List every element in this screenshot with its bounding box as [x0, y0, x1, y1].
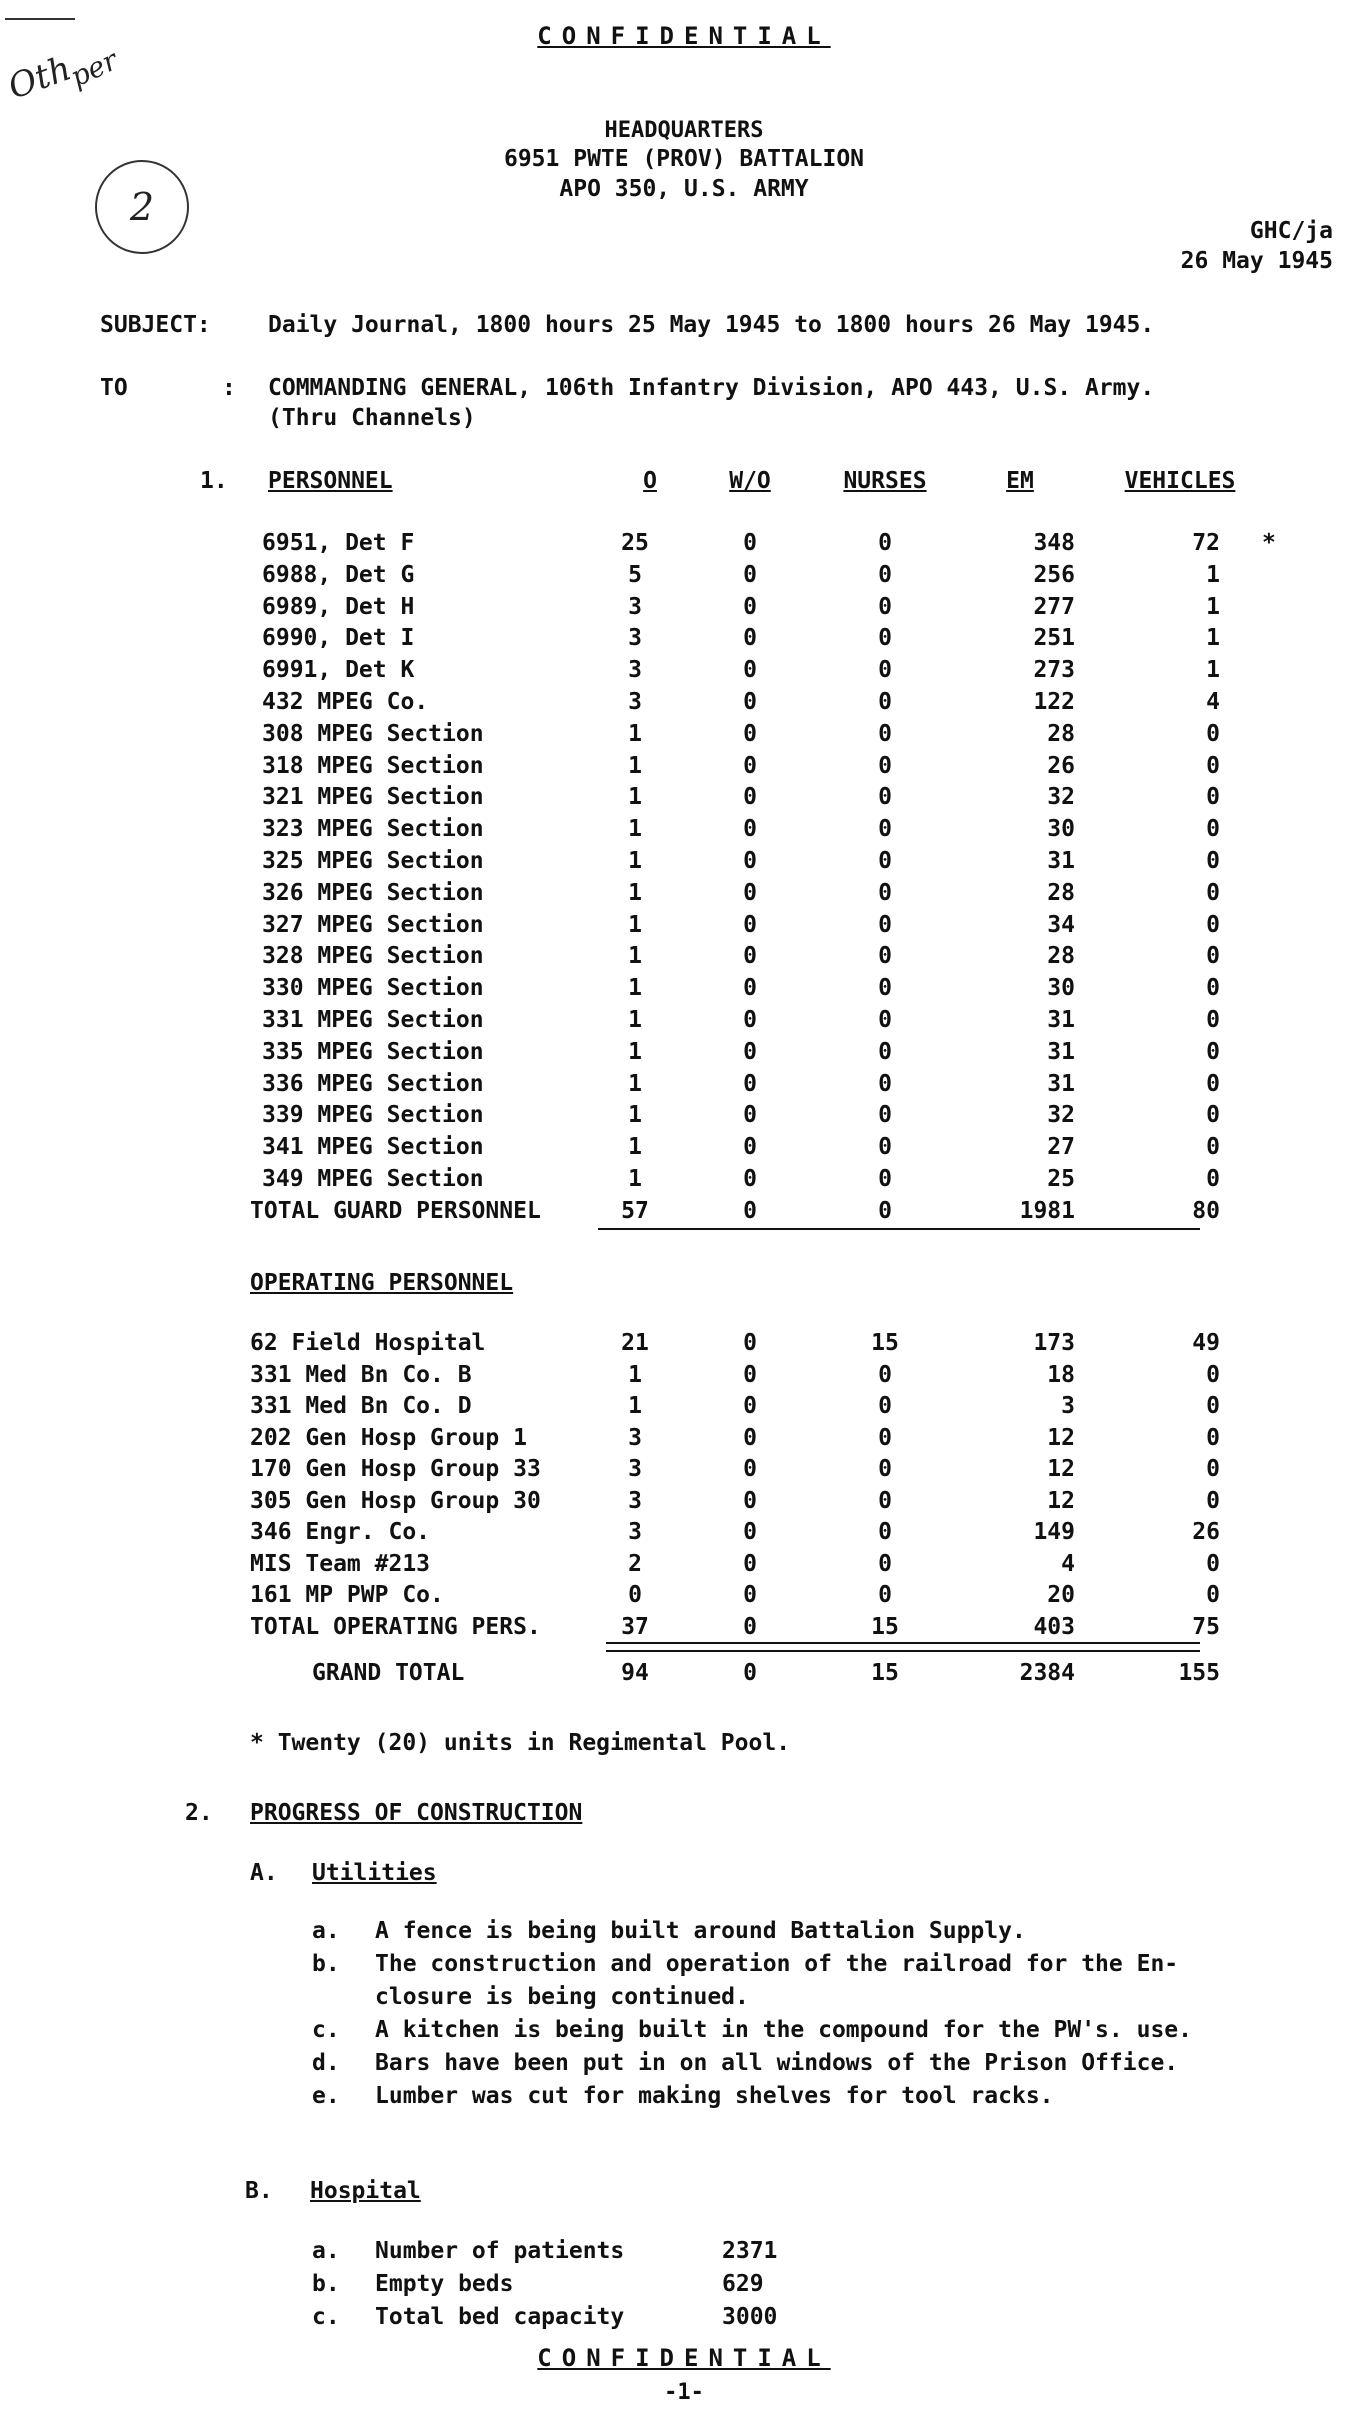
- to-text: COMMANDING GENERAL, 106th Infantry Division, APO 443, U.S. Army.: [268, 375, 1155, 401]
- cell-nurses: 0: [878, 752, 892, 779]
- unit-name: 62 Field Hospital: [250, 1330, 486, 1356]
- list-item: The construction and operation of the railroad for the En-: [375, 1951, 1179, 1977]
- table-row: [0, 912, 1368, 944]
- unit-name: 328 MPEG Section: [262, 943, 484, 970]
- cell-vehicles: 1: [1206, 593, 1220, 620]
- cell-em: 30: [1047, 816, 1075, 843]
- cell-em: 12: [1047, 1456, 1075, 1482]
- header-line-1: HEADQUARTERS: [604, 118, 764, 143]
- page-number: -1-: [664, 2380, 704, 2405]
- cell-nurses: 0: [878, 1070, 892, 1097]
- table-row: [0, 657, 1368, 689]
- cell-o: 1: [628, 975, 642, 1002]
- cell-nurses: 0: [878, 1487, 892, 1514]
- unit-name: 161 MP PWP Co.: [250, 1582, 444, 1608]
- cell-o: 1: [628, 1134, 642, 1161]
- cell-o: 3: [628, 1519, 642, 1545]
- table-row: [0, 530, 1368, 562]
- cell-wo: 0: [743, 943, 757, 970]
- cell-vehicles: 0: [1206, 1166, 1220, 1192]
- list-item-key: b.: [312, 2271, 340, 2297]
- table-row: [0, 1166, 1368, 1198]
- unit-name: 308 MPEG Section: [262, 720, 484, 747]
- cell-em: 31: [1047, 848, 1075, 874]
- cell-wo: 0: [743, 1007, 757, 1033]
- column-header-vehicles: VEHICLES: [1124, 468, 1236, 494]
- header-line-3: APO 350, U.S. ARMY: [559, 176, 809, 202]
- cell-nurses: 0: [878, 720, 892, 747]
- cell-vehicles: 0: [1206, 1361, 1220, 1388]
- unit-name: 202 Gen Hosp Group 1: [250, 1424, 527, 1451]
- cell-o: 57: [621, 1198, 649, 1224]
- cell-em: 2384: [1019, 1660, 1075, 1686]
- table-row: [0, 1007, 1368, 1039]
- cell-em: 1981: [1019, 1198, 1075, 1224]
- cell-wo: 0: [743, 530, 757, 556]
- section-1-title: PERSONNEL: [268, 468, 393, 494]
- table-row: [0, 721, 1368, 753]
- cell-o: 5: [628, 561, 642, 588]
- cell-em: 277: [1033, 593, 1075, 620]
- cell-em: 12: [1047, 1487, 1075, 1514]
- unit-name: 349 MPEG Section: [262, 1166, 484, 1192]
- cell-em: 18: [1047, 1361, 1075, 1388]
- cell-vehicles: 0: [1206, 784, 1220, 811]
- list-item-key: c.: [312, 2304, 340, 2330]
- table-row: [0, 753, 1368, 785]
- cell-em: 27: [1047, 1134, 1075, 1161]
- cell-o: 37: [621, 1614, 649, 1640]
- cell-wo: 0: [743, 911, 757, 938]
- header-line-2: 6951 PWTE (PROV) BATTALION: [503, 146, 865, 172]
- handwritten-note: Oth: [3, 48, 77, 108]
- unit-name: 326 MPEG Section: [262, 879, 484, 906]
- cell-wo: 0: [743, 1393, 757, 1419]
- cell-vehicles: 0: [1206, 911, 1220, 938]
- cell-em: 28: [1047, 943, 1075, 970]
- cell-em: 30: [1047, 975, 1075, 1002]
- cell-nurses: 15: [871, 1660, 899, 1686]
- cell-vehicles: 0: [1206, 1038, 1220, 1065]
- cell-o: 3: [628, 1424, 642, 1451]
- list-item: Number of patients: [375, 2238, 625, 2264]
- list-item-value: 3000: [722, 2304, 778, 2330]
- cell-em: 273: [1033, 657, 1075, 684]
- unit-name: 336 MPEG Section: [262, 1070, 484, 1097]
- cell-wo: 0: [743, 1487, 757, 1514]
- cell-o: 1: [628, 752, 642, 779]
- cell-vehicles: 0: [1206, 1424, 1220, 1451]
- subsection-a-title: Utilities: [312, 1860, 437, 1886]
- cell-wo: 0: [743, 1582, 757, 1608]
- total-rule: [606, 1650, 1200, 1652]
- unit-name: 6991, Det K: [262, 657, 415, 684]
- cell-wo: 0: [743, 1330, 757, 1356]
- to-text-2: (Thru Channels): [268, 405, 476, 431]
- cell-o: 1: [628, 720, 642, 747]
- unit-name: 341 MPEG Section: [262, 1134, 484, 1161]
- cell-o: 21: [621, 1330, 649, 1356]
- unit-name: 331 MPEG Section: [262, 1007, 484, 1033]
- cell-vehicles: 0: [1206, 1393, 1220, 1419]
- cell-vehicles: 0: [1206, 1007, 1220, 1033]
- subsection-b-label: B.: [245, 2178, 273, 2204]
- list-item: Total bed capacity: [375, 2304, 625, 2330]
- vehicle-footnote-asterisk: *: [1262, 530, 1276, 556]
- cell-em: 26: [1047, 752, 1075, 779]
- table-row: [0, 943, 1368, 975]
- table-row: [0, 1519, 1368, 1551]
- table-row: [0, 689, 1368, 721]
- unit-name: 305 Gen Hosp Group 30: [250, 1487, 541, 1514]
- handwritten-circled-number: 2: [95, 160, 189, 254]
- cell-wo: 0: [743, 625, 757, 652]
- column-header-o: O: [643, 468, 657, 494]
- table-row: [0, 975, 1368, 1007]
- cell-vehicles: 0: [1206, 816, 1220, 843]
- cell-nurses: 0: [878, 561, 892, 588]
- subsection-b-title: Hospital: [310, 2178, 421, 2204]
- cell-wo: 0: [743, 816, 757, 843]
- table-row: [0, 1582, 1368, 1614]
- subsection-a-label: A.: [250, 1860, 278, 1886]
- column-header-nurses: NURSES: [843, 468, 927, 494]
- unit-name: 6988, Det G: [262, 561, 415, 588]
- column-header-em: EM: [1006, 468, 1034, 494]
- cell-o: 3: [628, 625, 642, 652]
- cell-o: 94: [621, 1660, 649, 1686]
- cell-nurses: 0: [878, 1102, 892, 1129]
- unit-name: GRAND TOTAL: [312, 1660, 465, 1686]
- table-row: [0, 594, 1368, 626]
- cell-o: 3: [628, 657, 642, 684]
- list-item-key: a.: [312, 2238, 340, 2264]
- total-rule: [598, 1228, 1200, 1230]
- cell-vehicles: 1: [1206, 625, 1220, 652]
- total-row: [0, 1198, 1368, 1230]
- cell-o: 1: [628, 911, 642, 938]
- cell-wo: 0: [743, 1070, 757, 1097]
- cell-o: 3: [628, 1487, 642, 1514]
- cell-nurses: 15: [871, 1614, 899, 1640]
- cell-nurses: 0: [878, 1550, 892, 1577]
- unit-name: 335 MPEG Section: [262, 1038, 484, 1065]
- table-row: [0, 1393, 1368, 1425]
- cell-nurses: 0: [878, 848, 892, 874]
- cell-o: 1: [628, 816, 642, 843]
- section-2-number: 2.: [185, 1800, 213, 1826]
- cell-em: 25: [1047, 1166, 1075, 1192]
- cell-wo: 0: [743, 1134, 757, 1161]
- unit-name: 339 MPEG Section: [262, 1102, 484, 1129]
- section-2-title: PROGRESS OF CONSTRUCTION: [250, 1800, 583, 1826]
- cell-em: 251: [1033, 625, 1075, 652]
- total-row: [0, 1660, 1368, 1692]
- unit-name: 330 MPEG Section: [262, 975, 484, 1002]
- cell-wo: 0: [743, 593, 757, 620]
- cell-nurses: 0: [878, 657, 892, 684]
- cell-vehicles: 0: [1206, 752, 1220, 779]
- unit-name: 6990, Det I: [262, 625, 415, 652]
- cell-em: 28: [1047, 879, 1075, 906]
- cell-wo: 0: [743, 1456, 757, 1482]
- cell-em: 32: [1047, 784, 1075, 811]
- cell-nurses: 15: [871, 1330, 899, 1356]
- cell-em: 32: [1047, 1102, 1075, 1129]
- cell-wo: 0: [743, 1660, 757, 1686]
- cell-vehicles: 0: [1206, 1582, 1220, 1608]
- cell-nurses: 0: [878, 1582, 892, 1608]
- cell-vehicles: 0: [1206, 848, 1220, 874]
- cell-em: 12: [1047, 1424, 1075, 1451]
- unit-name: MIS Team #213: [250, 1550, 431, 1577]
- cell-wo: 0: [743, 879, 757, 906]
- cell-o: 1: [628, 879, 642, 906]
- unit-name: 331 Med Bn Co. B: [250, 1361, 472, 1388]
- unit-name: 321 MPEG Section: [262, 784, 484, 811]
- cell-vehicles: 80: [1192, 1198, 1220, 1224]
- cell-nurses: 0: [878, 1198, 892, 1224]
- cell-nurses: 0: [878, 1519, 892, 1545]
- table-row: [0, 625, 1368, 657]
- table-row: [0, 1488, 1368, 1520]
- table-row: [0, 1456, 1368, 1488]
- cell-o: 2: [628, 1550, 642, 1577]
- to-colon: :: [222, 375, 236, 401]
- cell-wo: 0: [743, 1166, 757, 1192]
- cell-nurses: 0: [878, 1038, 892, 1065]
- list-item: A fence is being built around Battalion Supply.: [375, 1918, 1026, 1944]
- cell-o: 1: [628, 943, 642, 970]
- list-item: Lumber was cut for making shelves for tool racks.: [375, 2083, 1054, 2109]
- cell-em: 20: [1047, 1582, 1075, 1608]
- table-row: [0, 1425, 1368, 1457]
- cell-nurses: 0: [878, 1456, 892, 1482]
- cell-vehicles: 26: [1192, 1519, 1220, 1545]
- unit-name: 318 MPEG Section: [262, 752, 484, 779]
- table-row: [0, 1039, 1368, 1071]
- list-item-value: 2371: [722, 2238, 778, 2264]
- handwritten-note-2: per: [65, 43, 123, 94]
- total-rule: [606, 1642, 1200, 1644]
- cell-o: 1: [628, 1038, 642, 1065]
- cell-o: 3: [628, 1456, 642, 1482]
- document-date: 26 May 1945: [1180, 248, 1333, 274]
- cell-wo: 0: [743, 1198, 757, 1224]
- list-item-key: a.: [312, 1918, 340, 1944]
- unit-name: TOTAL GUARD PERSONNEL: [250, 1198, 541, 1224]
- table-row: [0, 816, 1368, 848]
- table-row: [0, 784, 1368, 816]
- cell-em: 31: [1047, 1007, 1075, 1033]
- cell-o: 1: [628, 1393, 642, 1419]
- cell-nurses: 0: [878, 689, 892, 715]
- cell-o: 3: [628, 593, 642, 620]
- cell-nurses: 0: [878, 911, 892, 938]
- cell-wo: 0: [743, 1424, 757, 1451]
- unit-name: TOTAL OPERATING PERS.: [250, 1614, 541, 1640]
- confidential-banner-top: CONFIDENTIAL: [537, 22, 831, 50]
- cell-wo: 0: [743, 784, 757, 811]
- reference-code: GHC/ja: [1249, 218, 1333, 244]
- list-item-value: 629: [722, 2271, 764, 2297]
- cell-nurses: 0: [878, 625, 892, 652]
- cell-em: 149: [1033, 1519, 1075, 1545]
- cell-wo: 0: [743, 1550, 757, 1577]
- cell-nurses: 0: [878, 879, 892, 906]
- cell-nurses: 0: [878, 1134, 892, 1161]
- cell-vehicles: 0: [1206, 1102, 1220, 1129]
- unit-name: 331 Med Bn Co. D: [250, 1393, 472, 1419]
- unit-name: 170 Gen Hosp Group 33: [250, 1456, 541, 1482]
- cell-wo: 0: [743, 561, 757, 588]
- cell-em: 4: [1061, 1550, 1075, 1577]
- cell-em: 28: [1047, 720, 1075, 747]
- cell-em: 256: [1033, 561, 1075, 588]
- cell-em: 403: [1033, 1614, 1075, 1640]
- cell-o: 3: [628, 689, 642, 715]
- table-row: [0, 848, 1368, 880]
- cell-vehicles: 0: [1206, 975, 1220, 1002]
- table-row: [0, 1551, 1368, 1583]
- unit-name: 325 MPEG Section: [262, 848, 484, 874]
- cell-vehicles: 155: [1178, 1660, 1220, 1686]
- cell-nurses: 0: [878, 1393, 892, 1419]
- table-row: [0, 562, 1368, 594]
- cell-o: 25: [621, 530, 649, 556]
- confidential-banner-bottom: CONFIDENTIAL: [537, 2344, 831, 2372]
- cell-wo: 0: [743, 752, 757, 779]
- cell-em: 3: [1061, 1393, 1075, 1419]
- cell-nurses: 0: [878, 975, 892, 1002]
- cell-nurses: 0: [878, 943, 892, 970]
- cell-em: 122: [1033, 689, 1075, 715]
- table-row: [0, 1134, 1368, 1166]
- cell-nurses: 0: [878, 593, 892, 620]
- cell-vehicles: 0: [1206, 1070, 1220, 1097]
- cell-nurses: 0: [878, 1424, 892, 1451]
- table-row: [0, 1362, 1368, 1394]
- cell-wo: 0: [743, 689, 757, 715]
- cell-wo: 0: [743, 1038, 757, 1065]
- cell-em: 173: [1033, 1330, 1075, 1356]
- cell-o: 1: [628, 1007, 642, 1033]
- column-header-wo: W/O: [729, 468, 771, 494]
- unit-name: 323 MPEG Section: [262, 816, 484, 843]
- list-item-key: e.: [312, 2083, 340, 2109]
- unit-name: 327 MPEG Section: [262, 911, 484, 938]
- regimental-pool-footnote: * Twenty (20) units in Regimental Pool.: [250, 1730, 791, 1756]
- to-label: TO: [100, 375, 128, 401]
- cell-wo: 0: [743, 1614, 757, 1640]
- cell-vehicles: 49: [1192, 1330, 1220, 1356]
- cell-nurses: 0: [878, 530, 892, 556]
- cell-vehicles: 0: [1206, 879, 1220, 906]
- handwritten-stroke: [5, 18, 75, 20]
- cell-wo: 0: [743, 1102, 757, 1129]
- cell-o: 1: [628, 1070, 642, 1097]
- cell-nurses: 0: [878, 1007, 892, 1033]
- cell-wo: 0: [743, 1519, 757, 1545]
- cell-o: 1: [628, 1361, 642, 1388]
- cell-nurses: 0: [878, 1166, 892, 1192]
- cell-vehicles: 0: [1206, 720, 1220, 747]
- cell-o: 1: [628, 1102, 642, 1129]
- subject-text: Daily Journal, 1800 hours 25 May 1945 to 1800 hours 26 May 1945.: [268, 312, 1155, 338]
- cell-vehicles: 0: [1206, 1134, 1220, 1161]
- unit-name: 346 Engr. Co.: [250, 1519, 431, 1545]
- table-row: [0, 880, 1368, 912]
- cell-em: 31: [1047, 1038, 1075, 1065]
- list-item: Empty beds: [375, 2271, 514, 2297]
- cell-vehicles: 1: [1206, 657, 1220, 684]
- cell-o: 1: [628, 1166, 642, 1192]
- cell-vehicles: 0: [1206, 1550, 1220, 1577]
- table-row: [0, 1330, 1368, 1362]
- cell-em: 348: [1033, 530, 1075, 556]
- list-item: closure is being continued.: [375, 1984, 749, 2010]
- operating-personnel-title: OPERATING PERSONNEL: [250, 1270, 514, 1296]
- cell-em: 34: [1047, 911, 1075, 938]
- list-item-key: b.: [312, 1951, 340, 1977]
- cell-vehicles: 72: [1192, 530, 1220, 556]
- table-row: [0, 1102, 1368, 1134]
- cell-wo: 0: [743, 1361, 757, 1388]
- list-item: A kitchen is being built in the compound for the PW's. use.: [375, 2017, 1192, 2043]
- cell-o: 1: [628, 848, 642, 874]
- unit-name: 432 MPEG Co.: [262, 689, 429, 715]
- cell-vehicles: 4: [1206, 689, 1220, 715]
- cell-o: 1: [628, 784, 642, 811]
- cell-vehicles: 0: [1206, 1456, 1220, 1482]
- cell-wo: 0: [743, 975, 757, 1002]
- list-item: Bars have been put in on all windows of the Prison Office.: [375, 2050, 1179, 2076]
- cell-vehicles: 0: [1206, 1487, 1220, 1514]
- list-item-key: d.: [312, 2050, 340, 2076]
- cell-vehicles: 75: [1192, 1614, 1220, 1640]
- cell-em: 31: [1047, 1070, 1075, 1097]
- cell-o: 0: [628, 1582, 642, 1608]
- cell-vehicles: 0: [1206, 943, 1220, 970]
- section-1-number: 1.: [200, 468, 228, 494]
- cell-wo: 0: [743, 657, 757, 684]
- cell-nurses: 0: [878, 784, 892, 811]
- unit-name: 6951, Det F: [262, 530, 415, 556]
- cell-nurses: 0: [878, 1361, 892, 1388]
- cell-nurses: 0: [878, 816, 892, 843]
- list-item-key: c.: [312, 2017, 340, 2043]
- cell-wo: 0: [743, 848, 757, 874]
- cell-vehicles: 1: [1206, 561, 1220, 588]
- unit-name: 6989, Det H: [262, 593, 415, 620]
- cell-wo: 0: [743, 720, 757, 747]
- table-row: [0, 1071, 1368, 1103]
- subject-label: SUBJECT:: [100, 312, 211, 338]
